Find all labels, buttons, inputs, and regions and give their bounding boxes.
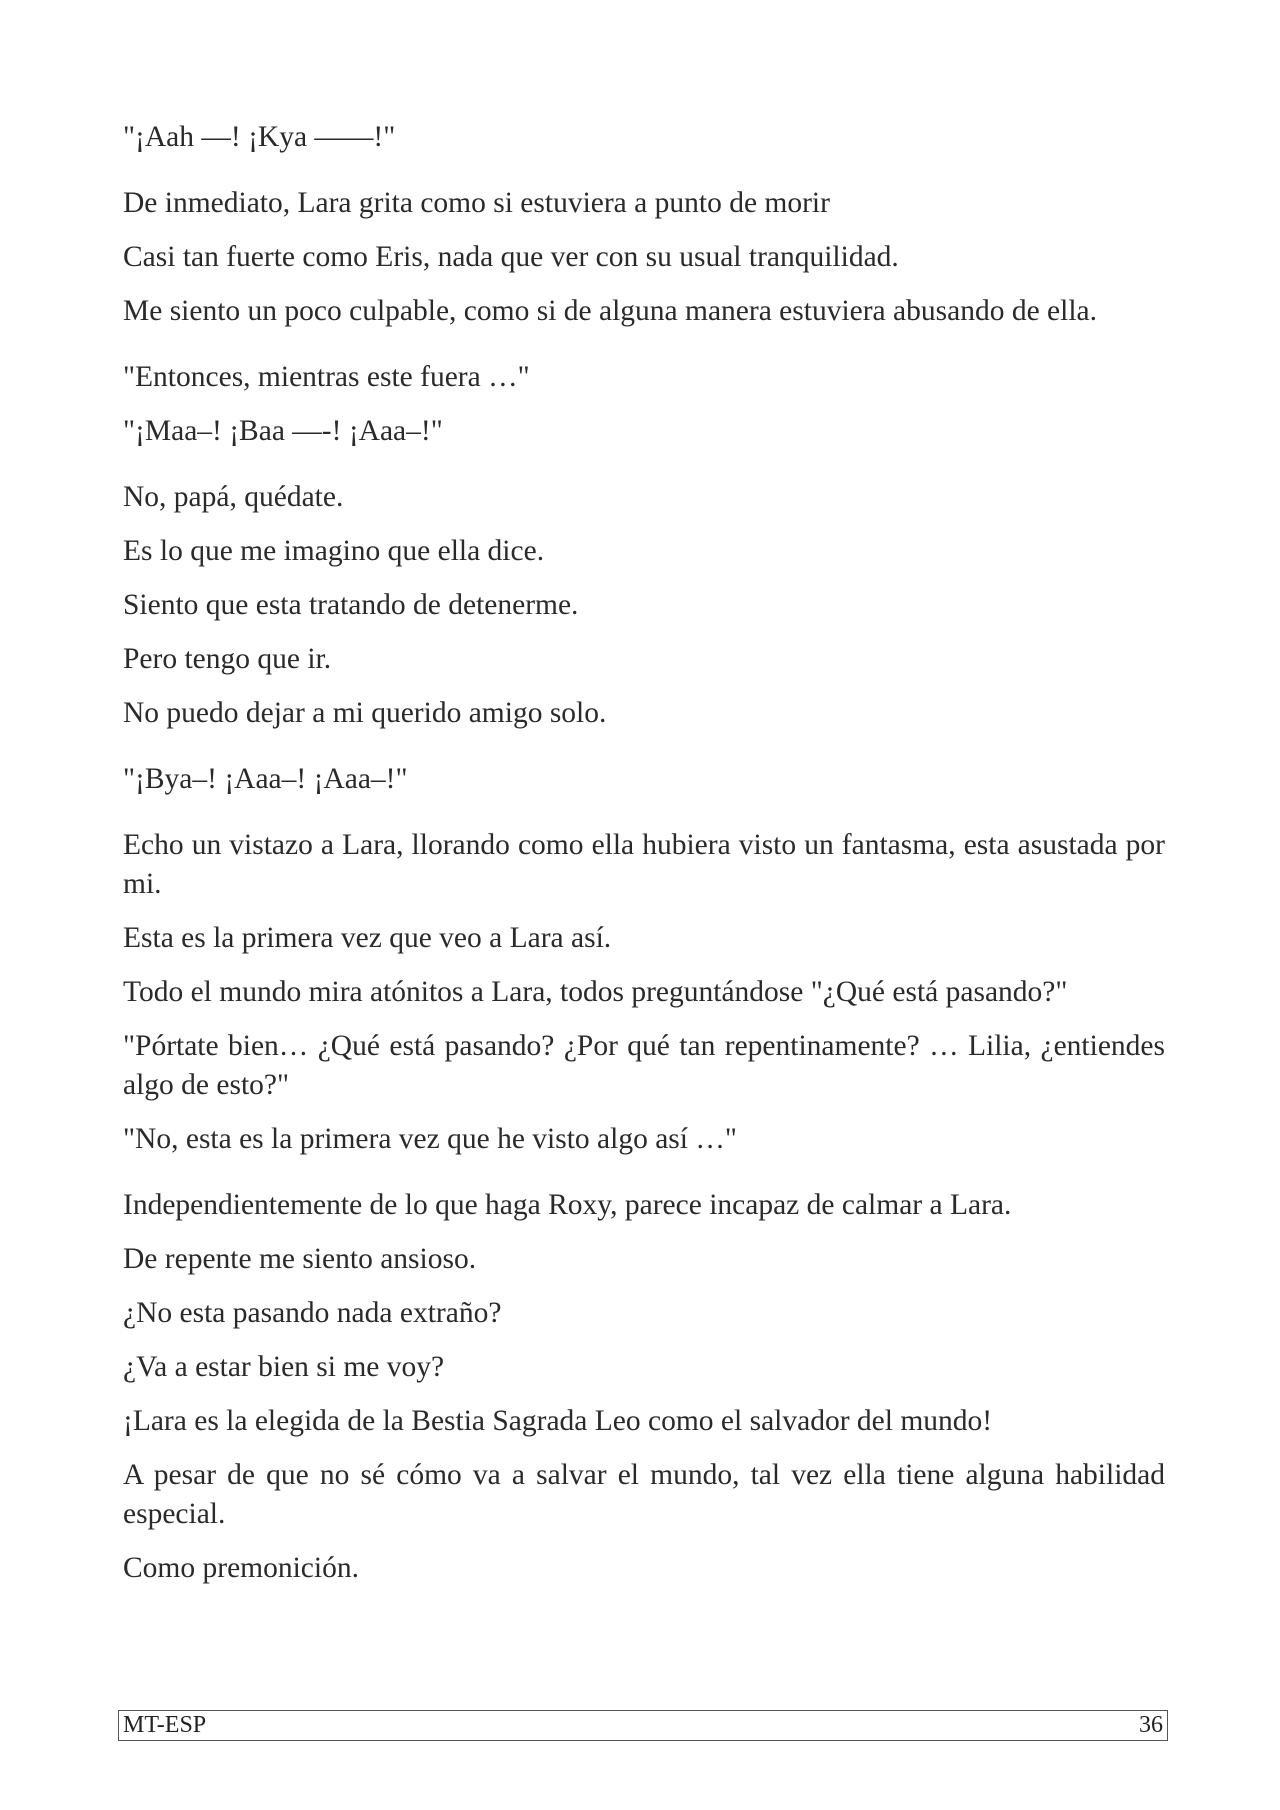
paragraph: "¡Bya–! ¡Aaa–! ¡Aaa–!" bbox=[123, 763, 408, 795]
paragraph: Independientemente de lo que haga Roxy, parece incapaz de calmar a Lara. bbox=[123, 1189, 1012, 1221]
paragraph: ¡Lara es la elegida de la Bestia Sagrada Leo como el salvador del mundo! bbox=[123, 1405, 993, 1437]
paragraph: Todo el mundo mira atónitos a Lara, todos preguntándose "¿Qué está pasando?" bbox=[123, 976, 1068, 1008]
paragraph: "¡Maa–! ¡Baa —-! ¡Aaa–!" bbox=[123, 415, 443, 447]
paragraph: "Pórtate bien… ¿Qué está pasando? ¿Por qué tan repentinamente? … Lilia, ¿entiendes algo de esto?" bbox=[123, 1030, 1165, 1101]
paragraph: Esta es la primera vez que veo a Lara así. bbox=[123, 922, 612, 954]
paragraph: "No, esta es la primera vez que he visto algo así …" bbox=[123, 1123, 737, 1155]
paragraph: No, papá, quédate. bbox=[123, 481, 344, 513]
footer-label: MT-ESP bbox=[123, 1712, 207, 1738]
paragraph: Echo un vistazo a Lara, llorando como ella hubiera visto un fantasma, esta asustada por mi. bbox=[123, 829, 1165, 900]
paragraph: Es lo que me imagino que ella dice. bbox=[123, 535, 545, 567]
page-footer bbox=[118, 1710, 1168, 1741]
page-number: 36 bbox=[1139, 1712, 1163, 1738]
paragraph: Siento que esta tratando de detenerme. bbox=[123, 589, 579, 621]
paragraph: Como premonición. bbox=[123, 1552, 359, 1584]
paragraph: De inmediato, Lara grita como si estuviera a punto de morir bbox=[123, 187, 830, 219]
paragraph: Me siento un poco culpable, como si de alguna manera estuviera abusando de ella. bbox=[123, 295, 1097, 327]
paragraph: Casi tan fuerte como Eris, nada que ver con su usual tranquilidad. bbox=[123, 241, 899, 273]
paragraph: Pero tengo que ir. bbox=[123, 643, 332, 675]
paragraph: ¿Va a estar bien si me voy? bbox=[123, 1351, 445, 1383]
paragraph: ¿No esta pasando nada extraño? bbox=[123, 1297, 502, 1329]
paragraph: "Entonces, mientras este fuera …" bbox=[123, 361, 530, 393]
paragraph: A pesar de que no sé cómo va a salvar el mundo, tal vez ella tiene alguna habilidad especial. bbox=[123, 1459, 1165, 1530]
paragraph: De repente me siento ansioso. bbox=[123, 1243, 477, 1275]
paragraph: No puedo dejar a mi querido amigo solo. bbox=[123, 697, 607, 729]
paragraph: "¡Aah —! ¡Kya ——!" bbox=[123, 121, 396, 153]
body-text bbox=[123, 118, 1165, 1603]
